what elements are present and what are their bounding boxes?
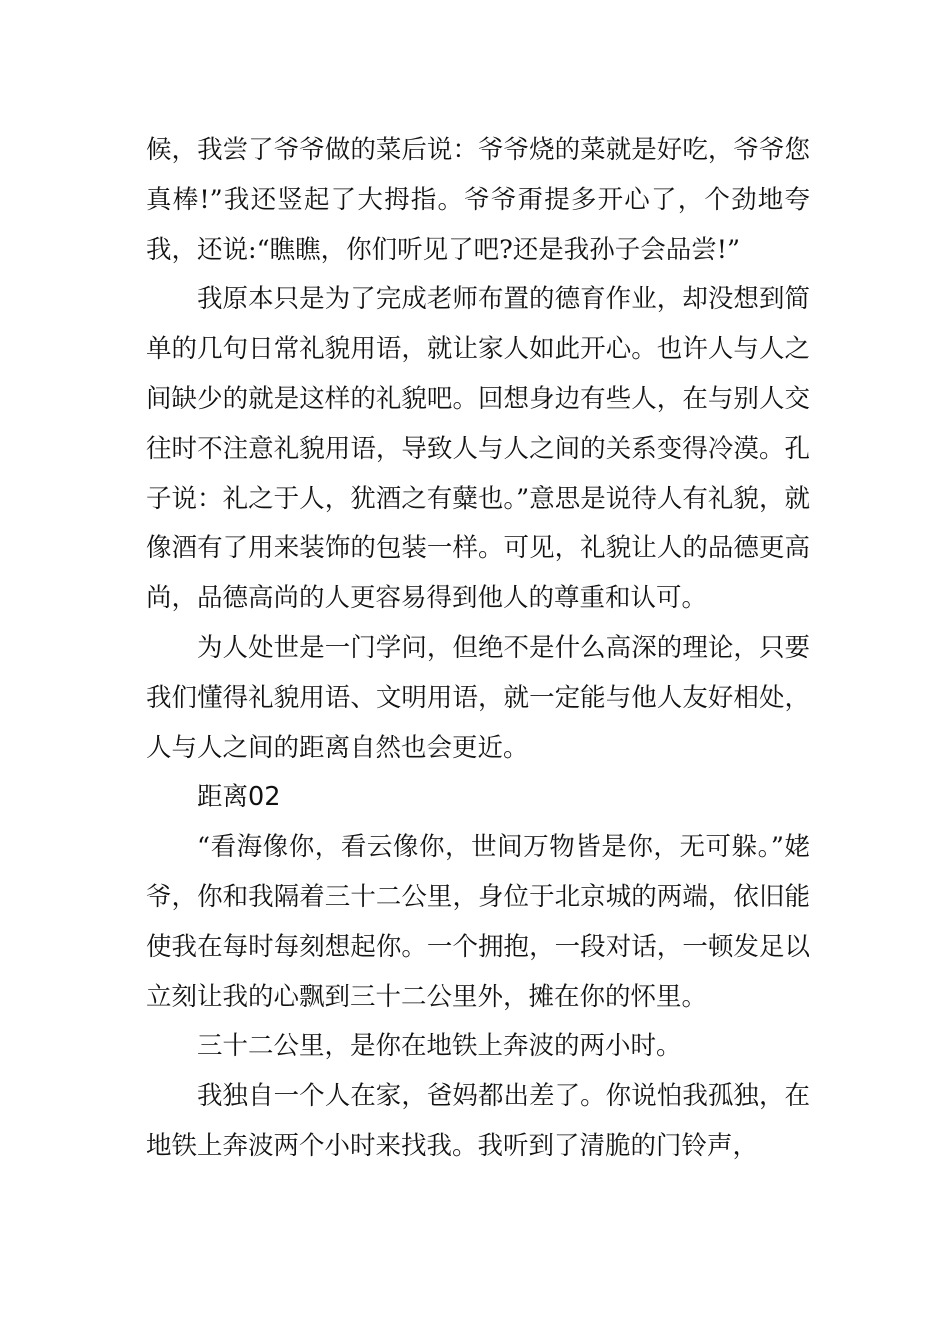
section-paragraph-2: 三十二公里，是你在地铁上奔波的两小时。 xyxy=(197,1031,682,1062)
section-paragraph-1: “看海像你，看云像你，世间万物皆是你，无可躲。”姥爷，你和我隔着三十二公里，身位于北京城的两端，依旧能使我在每时每刻想起你。一个拥抱，一段对话，一顿发足以立刻让我的心飘到三十二公里外，摊在你的怀里。 xyxy=(146,832,810,1012)
paragraph-2: 我原本只是为了完成老师布置的德育作业，却没想到简单的几句日常礼貌用语，就让家人如此开心。也许人与人之间缺少的就是这样的礼貌吧。回想身边有些人，在与别人交往时不注意礼貌用语，导致人与人之间的关系变得冷漠。孔子说：礼之于人，犹酒之有糵也。”意思是说待人有礼貌，就像酒有了用来装饰的包装一样。可见，礼貌让人的品德更高尚，品德高尚的人更容易得到他人的尊重和认可。 xyxy=(146,284,810,614)
section-heading: 距离02 xyxy=(197,782,281,813)
paragraph-1: 候，我尝了爷爷做的菜后说：爷爷烧的菜就是好吃，爷爷您真棒!”我还竖起了大拇指。爷爷甭提多开心了，个劲地夸我，还说:“瞧瞧，你们听见了吧?还是我孙子会品尝!” xyxy=(146,135,810,265)
paragraph-3: 为人处世是一门学问，但绝不是什么高深的理论，只要我们懂得礼貌用语、文明用语，就一定能与他人友好相处，人与人之间的距离自然也会更近。 xyxy=(146,632,810,763)
document-page xyxy=(146,126,810,1172)
section-paragraph-3: 我独自一个人在家，爸妈都出差了。你说怕我孤独，在地铁上奔波两个小时来找我。我听到了清脆的门铃声， xyxy=(146,1081,810,1161)
